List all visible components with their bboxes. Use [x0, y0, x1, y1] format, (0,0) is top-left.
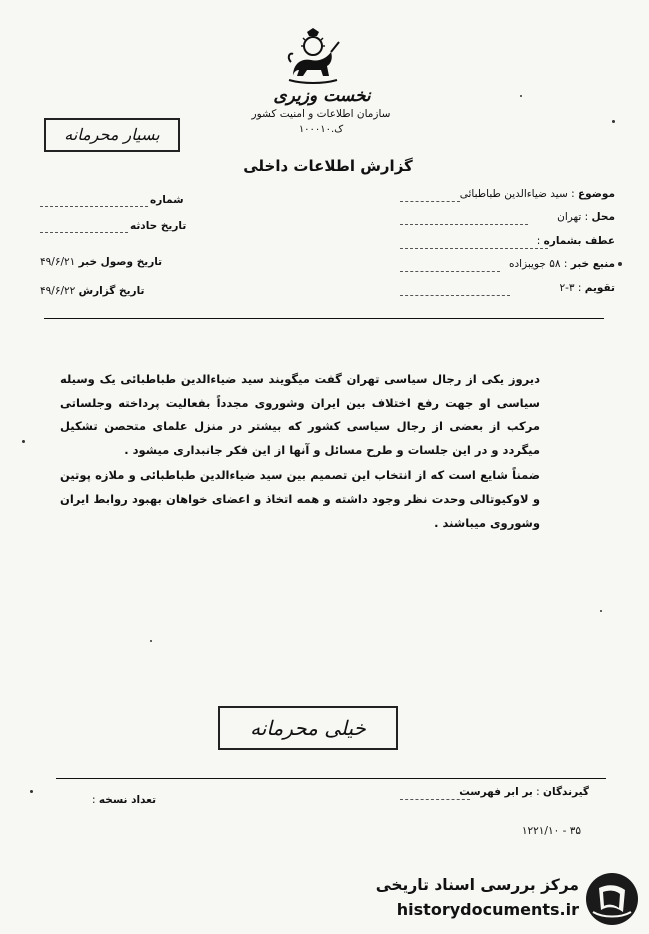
recipients-label: گیرندگان: [543, 786, 589, 798]
recipients-field: گیرندگان : بر ابر فهرست: [459, 786, 589, 798]
received-label: تاریخ وصول خبر: [78, 256, 163, 268]
number-field: [150, 194, 184, 206]
evaluation-field: تقویم : ۳-۲: [559, 282, 615, 294]
source-field: منبع خبر : ۵۸ جویبزاده: [508, 258, 615, 270]
report-date-label: تاریخ گزارش: [78, 285, 145, 297]
evaluation-label: تقویم: [584, 282, 615, 294]
ministry-name: نخست وزیری: [273, 86, 371, 106]
archive-logo-icon: [585, 872, 639, 926]
attachment-field: عطف بشماره :: [536, 235, 615, 247]
report-date-value: ۴۹/۶/۲۲: [40, 285, 76, 297]
subject-value: سید ضیاءالدین طباطبائی: [459, 188, 568, 200]
copies-field: تعداد نسخه :: [92, 794, 157, 806]
letterhead-code: ک.۱۰۰۰۱۰: [298, 124, 344, 135]
watermark-site: historydocuments.ir: [396, 900, 579, 919]
subject-field: موضوع : سید ضیاءالدین طباطبائی: [459, 188, 615, 200]
source-value: ۵۸ جویبزاده: [508, 258, 561, 270]
header-rule: [44, 318, 604, 319]
place-field: محل : تهران: [557, 211, 615, 223]
watermark: [355, 872, 641, 928]
report-title: گزارش اطلاعات داخلی: [243, 157, 413, 175]
place-label: محل: [591, 211, 615, 223]
event-date-field: [130, 220, 186, 232]
received-field: [40, 256, 162, 268]
copies-label: تعداد نسخه: [98, 794, 157, 806]
body-paragraph-2: ضمناً شایع است که از انتخاب این تصمیم بین سید ضیاءالدین طباطبائی و ملازه پوتین و لاوکیوتالی وحدت نظر وجود داشته و همه اتخاذ و اعضای خواهان بهبود روابط ایران وشوروی میباشند .: [60, 468, 540, 530]
source-label: منبع خبر: [570, 258, 615, 270]
evaluation-value: ۳-۲: [559, 282, 575, 294]
recipients-value: بر ابر فهرست: [459, 786, 533, 798]
place-value: تهران: [557, 211, 582, 223]
organization-name: سازمان اطلاعات و امنیت کشور: [251, 108, 391, 120]
confidential-stamp-top: بسیار محرمانه: [44, 118, 180, 152]
report-body: [60, 368, 540, 535]
event-date-label: تاریخ حادثه: [130, 220, 187, 232]
reference-number: ۳۵ - ۱۲۲۱/۱۰: [521, 825, 581, 837]
received-value: ۴۹/۶/۲۱: [40, 256, 76, 268]
subject-label: موضوع: [578, 188, 615, 200]
attachment-label: عطف بشماره: [543, 235, 615, 247]
confidential-stamp-bottom: خیلی محرمانه: [218, 706, 398, 750]
body-paragraph-1: دیروز یکی از رجال سیاسی تهران گفت میگویند سید ضیاءالدین طباطبائی یک وسیله سیاسی او جهت رفع اختلاف بین ایران وشوروی مجدداً بفعالیت پرداخته وجلساتی مرکب از بعضی از رجال سیاسی کشور که بیشتر در منزل علمای متحصن تشکیل میگردد و در این جلسات و طرح مسائل و آنها از این فکر جانبداری میشود .: [60, 372, 540, 457]
report-date-field: [40, 285, 145, 297]
number-label: شماره: [150, 194, 184, 206]
watermark-name: مرکز بررسی اسناد تاریخی: [375, 876, 579, 894]
lion-and-sun-emblem-icon: [283, 28, 343, 84]
footer-rule: [56, 778, 606, 779]
